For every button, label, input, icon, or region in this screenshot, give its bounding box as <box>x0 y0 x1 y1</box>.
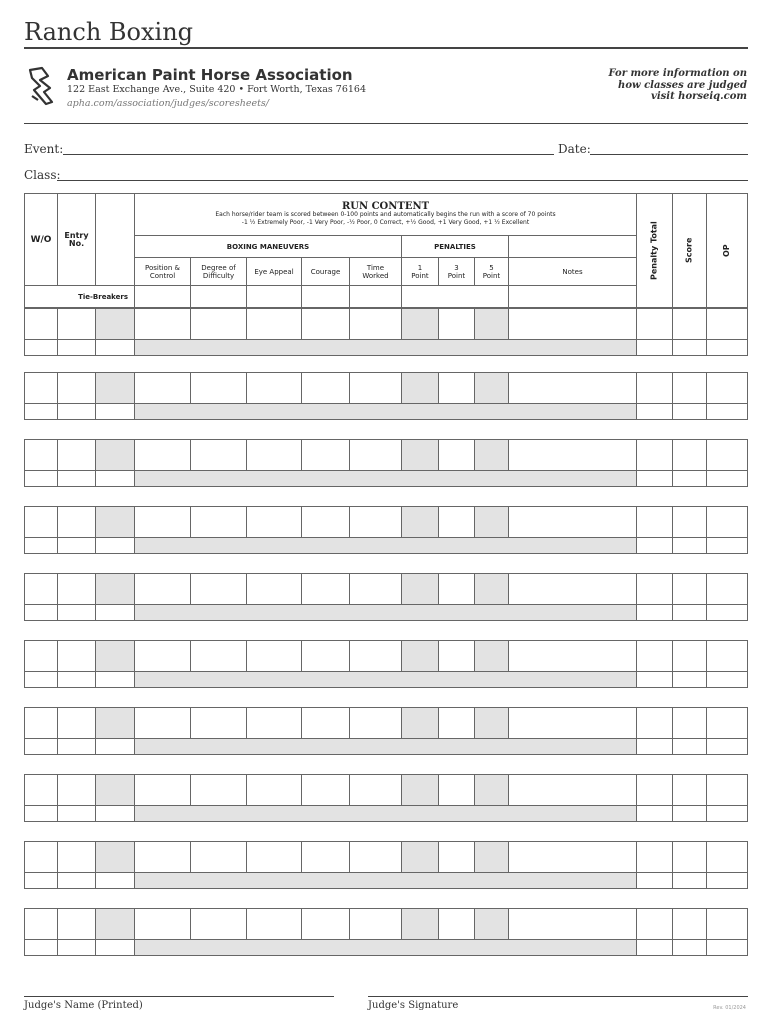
col-line: 5 <box>489 263 494 272</box>
run-content-desc: -1 ½ Extremely Poor, -1 Very Poor, -½ Poor, 0 Correct, +½ Good, +1 Very Good, +1 ½ Excellent <box>241 218 530 226</box>
entry-cell[interactable] <box>301 774 350 806</box>
entry-subrow-cell[interactable] <box>706 403 748 420</box>
run-content-header <box>134 193 637 236</box>
entry-subrow-cell <box>134 403 637 420</box>
col-line: Position & <box>145 263 180 272</box>
entry-subrow-cell[interactable] <box>57 738 96 755</box>
entry-cell[interactable] <box>190 640 247 672</box>
entry-subrow-cell[interactable] <box>57 537 96 554</box>
page-title: Ranch Boxing <box>24 18 194 46</box>
judge-name-line[interactable] <box>24 996 334 997</box>
entry-subrow-cell[interactable] <box>636 537 673 554</box>
apha-logo-icon <box>26 66 56 106</box>
entry-cell[interactable] <box>57 908 96 940</box>
entry-cell[interactable] <box>438 707 475 739</box>
entry-cell[interactable] <box>246 707 302 739</box>
entry-cell[interactable] <box>706 774 748 806</box>
entry-cell[interactable] <box>24 573 58 605</box>
info-line: how classes are judged <box>618 79 747 91</box>
entry-cell[interactable] <box>95 573 135 605</box>
entry-subrow-cell <box>134 805 637 822</box>
entry-cell[interactable] <box>246 439 302 471</box>
entry-subrow-cell[interactable] <box>672 604 707 621</box>
entry-cell[interactable] <box>57 372 96 404</box>
entry-cell[interactable] <box>57 774 96 806</box>
entry-subrow-cell[interactable] <box>24 805 58 822</box>
entry-cell[interactable] <box>24 640 58 672</box>
col-line: Time <box>366 263 385 272</box>
entry-subrow-cell[interactable] <box>672 738 707 755</box>
entry-subrow-cell[interactable] <box>24 671 58 688</box>
entry-cell[interactable] <box>474 640 509 672</box>
entry-cell[interactable] <box>301 841 350 873</box>
judge-signature-line[interactable] <box>368 996 748 997</box>
entry-cell[interactable] <box>438 573 475 605</box>
entry-cell[interactable] <box>190 573 247 605</box>
entry-cell[interactable] <box>24 774 58 806</box>
entry-cell[interactable] <box>706 372 748 404</box>
entry-cell[interactable] <box>508 841 637 873</box>
entry-cell[interactable] <box>349 308 402 340</box>
entry-cell[interactable] <box>246 640 302 672</box>
entry-subrow-cell[interactable] <box>95 939 135 956</box>
entry-cell[interactable] <box>95 707 135 739</box>
entry-cell[interactable] <box>246 908 302 940</box>
entry-subrow-cell[interactable] <box>672 939 707 956</box>
tie-breakers-label: Tie-Breakers <box>24 285 135 308</box>
entry-cell[interactable] <box>57 506 96 538</box>
entry-subrow-cell[interactable] <box>636 470 673 487</box>
entry-subrow-cell[interactable] <box>95 470 135 487</box>
entry-cell[interactable] <box>349 774 402 806</box>
entry-subrow-cell[interactable] <box>95 671 135 688</box>
entry-cell[interactable] <box>301 707 350 739</box>
entry-cell[interactable] <box>672 308 707 340</box>
entry-cell[interactable] <box>246 774 302 806</box>
col-line: Point <box>447 271 466 280</box>
entry-cell[interactable] <box>672 372 707 404</box>
entry-cell[interactable] <box>349 372 402 404</box>
entry-subrow-cell[interactable] <box>24 403 58 420</box>
tie-breaker-cell[interactable] <box>190 285 247 308</box>
entry-cell[interactable] <box>474 707 509 739</box>
entry-cell[interactable] <box>672 439 707 471</box>
entry-cell[interactable] <box>474 774 509 806</box>
col-line: Degree of <box>201 263 236 272</box>
judge-signature-label: Judge's Signature <box>368 1000 459 1011</box>
entry-cell[interactable] <box>672 908 707 940</box>
entry-cell[interactable] <box>672 573 707 605</box>
entry-cell[interactable] <box>401 640 439 672</box>
entry-subrow-cell[interactable] <box>706 872 748 889</box>
entry-cell[interactable] <box>508 774 637 806</box>
entry-cell[interactable] <box>301 908 350 940</box>
entry-cell[interactable] <box>706 308 748 340</box>
entry-subrow-cell <box>134 604 637 621</box>
entry-cell[interactable] <box>401 774 439 806</box>
penalty-3-header <box>438 257 475 286</box>
revision-note: Rev. 01/2024 <box>713 1005 746 1011</box>
entry-cell[interactable] <box>474 439 509 471</box>
entry-cell[interactable] <box>57 573 96 605</box>
entry-cell[interactable] <box>706 908 748 940</box>
entry-subrow-cell[interactable] <box>706 604 748 621</box>
entry-subrow-cell[interactable] <box>57 805 96 822</box>
event-label: Event: <box>24 142 64 156</box>
entry-cell[interactable] <box>24 439 58 471</box>
entry-subrow-cell[interactable] <box>706 671 748 688</box>
entry-cell[interactable] <box>57 707 96 739</box>
entry-subrow-cell[interactable] <box>95 537 135 554</box>
entry-cell[interactable] <box>95 841 135 873</box>
entry-cell[interactable] <box>95 308 135 340</box>
header-rule <box>24 123 748 124</box>
entry-cell[interactable] <box>438 372 475 404</box>
entry-subrow-cell[interactable] <box>24 738 58 755</box>
entry-no-header <box>57 193 96 286</box>
entry-subrow-cell[interactable] <box>672 470 707 487</box>
title-rule <box>24 47 748 49</box>
entry-cell[interactable] <box>401 707 439 739</box>
entry-cell[interactable] <box>190 908 247 940</box>
class-field[interactable] <box>57 180 748 181</box>
entry-cell[interactable] <box>349 908 402 940</box>
entry-subrow-cell[interactable] <box>95 872 135 889</box>
col-line: 3 <box>454 263 459 272</box>
entry-cell[interactable] <box>438 774 475 806</box>
blank-header <box>95 193 135 286</box>
entry-cell[interactable] <box>672 506 707 538</box>
entry-no-line: Entry <box>64 230 89 240</box>
entry-cell[interactable] <box>95 439 135 471</box>
entry-subrow-cell <box>134 872 637 889</box>
entry-subrow-cell <box>134 470 637 487</box>
entry-subrow-cell[interactable] <box>672 671 707 688</box>
entry-cell[interactable] <box>301 506 350 538</box>
entry-subrow-cell[interactable] <box>636 604 673 621</box>
info-note <box>547 68 747 103</box>
entry-cell[interactable] <box>134 841 191 873</box>
entry-cell[interactable] <box>672 774 707 806</box>
entry-cell[interactable] <box>57 308 96 340</box>
entry-subrow-cell[interactable] <box>57 403 96 420</box>
entry-subrow-cell[interactable] <box>24 604 58 621</box>
entry-subrow-cell[interactable] <box>24 939 58 956</box>
col-line: Point <box>411 271 429 280</box>
entry-subrow-cell[interactable] <box>636 738 673 755</box>
entry-cell[interactable] <box>301 573 350 605</box>
entry-subrow-cell[interactable] <box>57 939 96 956</box>
tie-breaker-cell[interactable] <box>301 285 350 308</box>
position-control-header <box>134 257 191 286</box>
col-line: Control <box>149 271 176 280</box>
penalty-1-header <box>401 257 439 286</box>
entry-cell[interactable] <box>301 640 350 672</box>
tie-breaker-cell <box>508 285 637 308</box>
entry-cell[interactable] <box>401 908 439 940</box>
tie-breaker-cell[interactable] <box>134 285 191 308</box>
entry-cell[interactable] <box>672 640 707 672</box>
entry-cell[interactable] <box>190 372 247 404</box>
entry-cell[interactable] <box>401 573 439 605</box>
entry-cell[interactable] <box>474 908 509 940</box>
run-content-desc: Each horse/rider team is scored between 0-100 points and automatically begins the run with a score of 70 points <box>215 210 556 218</box>
entry-cell[interactable] <box>349 439 402 471</box>
entry-cell[interactable] <box>401 506 439 538</box>
entry-cell[interactable] <box>95 908 135 940</box>
entry-cell[interactable] <box>349 841 402 873</box>
col-line: Point <box>482 271 501 280</box>
entry-cell[interactable] <box>672 841 707 873</box>
entry-cell[interactable] <box>438 908 475 940</box>
entry-cell[interactable] <box>24 506 58 538</box>
entry-cell[interactable] <box>95 506 135 538</box>
entry-subrow-cell[interactable] <box>672 537 707 554</box>
entry-subrow-cell[interactable] <box>672 805 707 822</box>
blank-header <box>508 235 637 258</box>
col-line: Worked <box>362 271 389 280</box>
entry-subrow-cell[interactable] <box>706 339 748 356</box>
entry-cell[interactable] <box>349 506 402 538</box>
entry-cell[interactable] <box>190 439 247 471</box>
entry-cell[interactable] <box>508 506 637 538</box>
op-header: OP <box>706 193 748 308</box>
entry-cell[interactable] <box>438 506 475 538</box>
entry-cell[interactable] <box>508 640 637 672</box>
entry-subrow-cell[interactable] <box>706 738 748 755</box>
entry-cell[interactable] <box>24 841 58 873</box>
entry-subrow-cell[interactable] <box>636 872 673 889</box>
entry-cell[interactable] <box>636 308 673 340</box>
entry-subrow-cell[interactable] <box>24 537 58 554</box>
entry-subrow-cell[interactable] <box>672 339 707 356</box>
entry-cell[interactable] <box>246 573 302 605</box>
entry-subrow-cell <box>134 537 637 554</box>
entry-subrow-cell[interactable] <box>636 939 673 956</box>
entry-cell[interactable] <box>401 372 439 404</box>
entry-cell[interactable] <box>474 573 509 605</box>
col-line: Difficulty <box>202 271 235 280</box>
entry-subrow-cell[interactable] <box>636 805 673 822</box>
entry-cell[interactable] <box>401 308 439 340</box>
entry-cell[interactable] <box>438 640 475 672</box>
entry-cell[interactable] <box>401 841 439 873</box>
tie-breaker-cell[interactable] <box>246 285 302 308</box>
entry-cell[interactable] <box>190 308 247 340</box>
entry-cell[interactable] <box>57 640 96 672</box>
entry-cell[interactable] <box>401 439 439 471</box>
org-name: American Paint Horse Association <box>67 66 353 84</box>
tie-breaker-cell <box>401 285 509 308</box>
entry-cell[interactable] <box>672 707 707 739</box>
entry-subrow-cell[interactable] <box>57 671 96 688</box>
courage-header: Courage <box>301 257 350 286</box>
entry-cell[interactable] <box>349 707 402 739</box>
entry-cell[interactable] <box>508 439 637 471</box>
entry-cell[interactable] <box>508 372 637 404</box>
entry-subrow-cell[interactable] <box>95 738 135 755</box>
entry-cell[interactable] <box>134 640 191 672</box>
boxing-maneuvers-header: BOXING MANEUVERS <box>134 235 402 258</box>
entry-subrow-cell[interactable] <box>636 339 673 356</box>
judge-name-label: Judge's Name (Printed) <box>24 1000 143 1011</box>
entry-cell[interactable] <box>438 841 475 873</box>
tie-breaker-cell[interactable] <box>349 285 402 308</box>
entry-subrow-cell[interactable] <box>95 403 135 420</box>
entry-cell[interactable] <box>134 439 191 471</box>
entry-cell[interactable] <box>57 439 96 471</box>
entry-cell[interactable] <box>636 506 673 538</box>
entry-cell[interactable] <box>134 707 191 739</box>
entry-cell[interactable] <box>636 573 673 605</box>
entry-cell[interactable] <box>508 573 637 605</box>
entry-cell[interactable] <box>134 908 191 940</box>
entry-cell[interactable] <box>636 707 673 739</box>
date-field[interactable] <box>590 154 748 155</box>
entry-subrow-cell <box>134 939 637 956</box>
entry-subrow-cell[interactable] <box>636 671 673 688</box>
entry-subrow-cell[interactable] <box>672 872 707 889</box>
entry-cell[interactable] <box>474 506 509 538</box>
entry-subrow-cell[interactable] <box>57 470 96 487</box>
entry-subrow-cell[interactable] <box>57 872 96 889</box>
entry-cell[interactable] <box>134 506 191 538</box>
entry-cell[interactable] <box>706 506 748 538</box>
entry-cell[interactable] <box>474 841 509 873</box>
entry-cell[interactable] <box>508 308 637 340</box>
entry-cell[interactable] <box>190 707 247 739</box>
entry-cell[interactable] <box>246 308 302 340</box>
entry-cell[interactable] <box>508 707 637 739</box>
entry-cell[interactable] <box>636 372 673 404</box>
entry-cell[interactable] <box>636 640 673 672</box>
entry-cell[interactable] <box>438 308 475 340</box>
entry-cell[interactable] <box>95 774 135 806</box>
entry-subrow-cell <box>134 671 637 688</box>
entry-cell[interactable] <box>636 439 673 471</box>
entry-subrow-cell <box>134 339 637 356</box>
entry-subrow-cell[interactable] <box>636 403 673 420</box>
entry-subrow-cell[interactable] <box>672 403 707 420</box>
entry-subrow-cell[interactable] <box>706 805 748 822</box>
entry-cell[interactable] <box>134 774 191 806</box>
entry-cell[interactable] <box>706 573 748 605</box>
penalties-header: PENALTIES <box>401 235 509 258</box>
entry-cell[interactable] <box>24 308 58 340</box>
entry-cell[interactable] <box>95 640 135 672</box>
entry-cell[interactable] <box>349 573 402 605</box>
entry-cell[interactable] <box>134 573 191 605</box>
entry-cell[interactable] <box>706 841 748 873</box>
entry-subrow-cell[interactable] <box>706 470 748 487</box>
entry-subrow-cell[interactable] <box>24 872 58 889</box>
info-line[interactable]: visit horseiq.com <box>651 91 747 102</box>
entry-cell[interactable] <box>57 841 96 873</box>
entry-cell[interactable] <box>706 707 748 739</box>
entry-cell[interactable] <box>474 308 509 340</box>
org-address: 122 East Exchange Ave., Suite 420 • Fort Worth, Texas 76164 <box>67 84 367 95</box>
entry-cell[interactable] <box>246 506 302 538</box>
info-line: For more information on <box>608 68 747 79</box>
entry-cell[interactable] <box>349 640 402 672</box>
entry-subrow-cell <box>134 738 637 755</box>
entry-cell[interactable] <box>636 908 673 940</box>
entry-cell[interactable] <box>190 774 247 806</box>
entry-cell[interactable] <box>301 439 350 471</box>
run-content-title: RUN CONTENT <box>341 200 430 212</box>
notes-header: Notes <box>508 257 637 286</box>
penalty-5-header <box>474 257 509 286</box>
entry-cell[interactable] <box>95 372 135 404</box>
penalty-total-header: Penalty Total <box>636 193 673 308</box>
date-label: Date: <box>558 142 591 156</box>
entry-cell[interactable] <box>636 841 673 873</box>
entry-cell[interactable] <box>508 908 637 940</box>
time-worked-header <box>349 257 402 286</box>
entry-subrow-cell[interactable] <box>24 339 58 356</box>
entry-cell[interactable] <box>24 707 58 739</box>
entry-cell[interactable] <box>706 439 748 471</box>
entry-subrow-cell[interactable] <box>57 604 96 621</box>
entry-cell[interactable] <box>246 372 302 404</box>
entry-cell[interactable] <box>474 372 509 404</box>
degree-difficulty-header <box>190 257 247 286</box>
wo-header: W/O <box>24 193 58 286</box>
entry-cell[interactable] <box>636 774 673 806</box>
entry-cell[interactable] <box>438 439 475 471</box>
entry-cell[interactable] <box>190 506 247 538</box>
entry-subrow-cell[interactable] <box>57 339 96 356</box>
entry-subrow-cell[interactable] <box>706 537 748 554</box>
entry-subrow-cell[interactable] <box>24 470 58 487</box>
entry-cell[interactable] <box>24 908 58 940</box>
entry-subrow-cell[interactable] <box>706 939 748 956</box>
entry-subrow-cell[interactable] <box>95 604 135 621</box>
entry-cell[interactable] <box>301 372 350 404</box>
org-url[interactable]: apha.com/association/judges/scoresheets/ <box>67 98 269 109</box>
entry-cell[interactable] <box>301 308 350 340</box>
class-label: Class: <box>24 168 61 182</box>
eye-appeal-header: Eye Appeal <box>246 257 302 286</box>
entry-cell[interactable] <box>190 841 247 873</box>
entry-cell[interactable] <box>134 308 191 340</box>
entry-no-line: No. <box>68 238 85 248</box>
entry-subrow-cell[interactable] <box>95 339 135 356</box>
entry-cell[interactable] <box>706 640 748 672</box>
entry-subrow-cell[interactable] <box>95 805 135 822</box>
event-field[interactable] <box>63 154 554 155</box>
col-line: 1 <box>417 263 423 272</box>
entry-cell[interactable] <box>134 372 191 404</box>
entry-cell[interactable] <box>246 841 302 873</box>
score-header: Score <box>672 193 707 308</box>
entry-cell[interactable] <box>24 372 58 404</box>
